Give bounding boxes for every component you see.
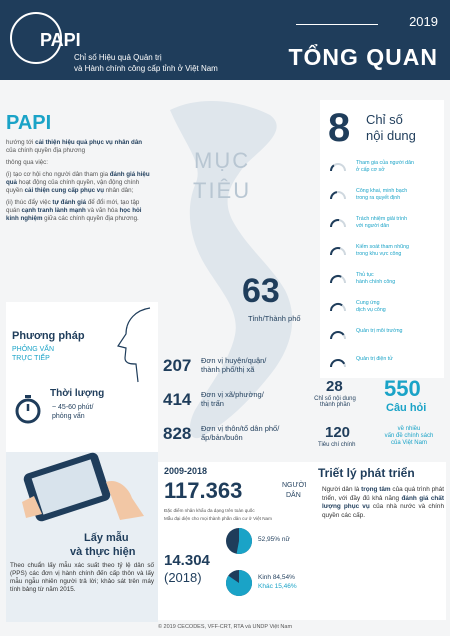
unit-row: [163, 420, 323, 454]
unit-label: Đơn vị xã/phường/: [201, 390, 264, 399]
respondents-desc2: Mẫu đại diện cho mọi thành phần dân cư ở Việt Nam: [164, 516, 272, 521]
index-item: [320, 158, 444, 188]
text: Quản trị môi trường: [356, 328, 403, 334]
sub-indices-label: [312, 396, 358, 408]
text-bold: đánh giá chất lượng phục vụ: [322, 494, 444, 510]
text: Kiểm soát tham nhũng: [356, 244, 409, 250]
questions-value: 550: [384, 376, 421, 401]
text: Người dân là: [322, 486, 362, 493]
text: ở cấp cơ sở: [356, 166, 385, 173]
index-item-label: [356, 244, 442, 257]
header-banner: [0, 0, 450, 80]
muc-tieu-line2: TIÊU: [193, 178, 252, 203]
gauge-icon: [330, 218, 346, 228]
unit-label: thị trấn: [201, 399, 224, 408]
sampling-text: Theo chuẩn lấy mẫu xác suất theo tỷ lệ dân số (PPS) các đơn vị hành chính đến cấp thôn và lấy mẫu ngẫu nhiên người trả lời; khảo sát trên máy tính bảng từ năm 2015.: [10, 562, 154, 593]
text: giữa các chính quyền địa phương.: [42, 215, 139, 222]
text: của quá trình phát triển, với đầy đủ khả năng: [322, 486, 445, 502]
page-title: TỔNG QUAN: [288, 44, 438, 70]
text-bold: cải thiện hiệu quả phục vụ nhân dân: [35, 139, 143, 146]
text: Chỉ số nội dung: [314, 396, 356, 402]
respondents-total-label1: NGƯỜI: [282, 482, 307, 489]
gauge-icon: [330, 302, 346, 312]
header-subtitle-line2: và Hành chính công cấp tỉnh ở Việt Nam: [74, 64, 218, 73]
sampling-title1: Lấy mẫu: [84, 532, 129, 544]
text: Trách nhiệm giải trình: [356, 216, 408, 222]
papi-intro-p4: [6, 199, 152, 223]
text: thành phần: [319, 402, 351, 408]
text: Công khai, minh bạch: [356, 188, 408, 194]
gauge-icon: [330, 358, 346, 368]
method-sub1: PHỎNG VẤN: [12, 346, 55, 353]
unit-label: Đơn vị huyện/quận/: [201, 356, 267, 365]
sub-indices-value: 28: [326, 378, 343, 395]
method-sub2: TRỰC TIẾP: [12, 355, 50, 362]
text: để đổi mới, tạo tập quán: [6, 199, 140, 214]
text: hướng tới: [6, 139, 36, 146]
papi-intro-p3: [6, 171, 152, 195]
text: Cung ứng: [356, 300, 380, 306]
footer-copyright: © 2019 CECODES, VFF-CRT, RTA và UNDP Việt Nam: [157, 624, 293, 630]
unit-label: ấp/bản/buôn: [201, 433, 243, 442]
text: nhân dân;: [104, 187, 134, 194]
tablet-hands-illustration: [20, 452, 150, 522]
index-item: [320, 186, 444, 216]
sampling-title2: và thực hiện: [70, 546, 136, 558]
duration-unit: phỏng vấn: [52, 413, 85, 420]
philosophy-text: [322, 486, 444, 520]
muc-tieu-line1: MỤC: [194, 148, 251, 173]
header-subtitle-line1: Chỉ số Hiệu quả Quản trị: [74, 53, 162, 62]
text-bold: trọng tâm: [361, 486, 391, 493]
text: với người dân: [356, 222, 390, 229]
text: và văn hóa: [85, 207, 120, 214]
respondents-total: 117.363: [164, 478, 243, 503]
respondents-desc1: Đặc điểm nhân khẩu đa dạng trên toàn quốc: [164, 508, 255, 513]
indices-count: 8: [328, 106, 351, 150]
gauge-icon: [330, 162, 346, 172]
papi-intro-p1: [6, 139, 152, 155]
index-item-label: [356, 272, 442, 285]
muc-tieu-label: [193, 146, 251, 206]
text: của Việt Nam: [391, 440, 427, 446]
criteria-label: Tiêu chí chính: [318, 442, 356, 448]
sampling-panel: [6, 452, 158, 622]
text: Thủ tục: [356, 272, 374, 278]
other-ethnic-label: Khác 15,46%: [258, 583, 297, 590]
index-item-label: [356, 300, 442, 313]
text-bold: cạnh tranh lành mạnh: [21, 207, 86, 214]
unit-value: 828: [163, 424, 192, 443]
index-item-label: [356, 216, 442, 229]
respondents-period: 2009-2018: [164, 466, 208, 476]
text: hoạt động của chính quyền, vận động chính quyền: [6, 179, 140, 194]
text: dịch vụ công: [356, 306, 386, 313]
text-bold: tự đánh giá: [52, 199, 87, 206]
unit-label: thành phố/thị xã: [201, 365, 255, 374]
papi-logo-text: PAPI: [40, 30, 81, 50]
method-title: Phương pháp: [12, 330, 85, 342]
ethnicity-pie: [224, 568, 254, 598]
criteria-value: 120: [325, 424, 351, 441]
index-item: [320, 242, 444, 272]
unit-value: 414: [163, 390, 192, 409]
text: Quản trị điện tử: [356, 356, 393, 362]
text-bold: cải thiện cung cấp phục vụ: [24, 187, 104, 194]
index-item-label: [356, 356, 442, 363]
indices-panel: [320, 100, 444, 378]
text: (i) tạo cơ hội cho người dân tham gia: [6, 171, 110, 178]
text: trong ra quyết định: [356, 194, 401, 201]
unit-label: Đơn vị thôn/tổ dân phố/: [201, 424, 280, 433]
respondents-year-value: 14.304: [164, 552, 210, 569]
text: hành chính công: [356, 278, 396, 285]
kinh-label: Kinh 84,54%: [258, 574, 295, 581]
index-item: [320, 298, 444, 328]
papi-intro-title: PAPI: [6, 112, 52, 134]
duration-value: ~ 45-60 phút/: [52, 404, 94, 411]
gauge-icon: [330, 246, 346, 256]
index-item-label: [356, 188, 442, 201]
method-panel: [6, 302, 158, 452]
index-item-label: [356, 328, 442, 335]
text: (ii) thúc đẩy việc: [6, 199, 53, 206]
text: về nhiều: [397, 426, 421, 432]
header-year-divider: [296, 24, 378, 25]
female-share-pie: [224, 526, 254, 556]
policy-label: [372, 426, 446, 447]
text: của nhà nước và chính quyền các cấp.: [322, 503, 444, 519]
philosophy-title: Triết lý phát triển: [318, 466, 415, 480]
text-bold: học hỏi kinh nghiệm: [6, 207, 142, 222]
gauge-icon: [330, 274, 346, 284]
respondents-total-label2: DÂN: [286, 492, 301, 499]
provinces-label: Tỉnh/Thành phố: [248, 314, 301, 323]
gauge-icon: [330, 190, 346, 200]
text: vấn đề chính sách: [384, 433, 434, 439]
duration-title: Thời lượng: [50, 388, 105, 399]
indices-label1: Chỉ số: [366, 112, 403, 127]
index-item: [320, 214, 444, 244]
questions-label: Câu hỏi: [386, 402, 427, 414]
respondents-panel: [158, 462, 322, 620]
provinces-value: 63: [242, 272, 280, 310]
unit-value: 207: [163, 356, 192, 375]
text: của chính quyền địa phương: [6, 147, 86, 154]
gauge-icon: [330, 330, 346, 340]
head-profile-icon: [110, 306, 156, 386]
philosophy-panel: [318, 462, 446, 620]
unit-row: [163, 352, 323, 386]
female-label: 52,95% nữ: [258, 536, 290, 543]
admin-units-list: [163, 352, 323, 454]
text: Tham gia của người dân: [356, 160, 414, 166]
indices-label2: nội dung: [366, 128, 416, 143]
index-item: [320, 270, 444, 300]
index-item: [320, 326, 444, 356]
header-year: 2019: [409, 14, 438, 29]
unit-row: [163, 386, 323, 420]
papi-intro-panel: [6, 112, 152, 292]
respondents-year-label: (2018): [164, 570, 202, 585]
text-bold: đánh giá hiệu quả: [6, 171, 150, 186]
stopwatch-icon: [14, 394, 42, 424]
papi-intro-p2: thông qua việc:: [6, 159, 48, 166]
index-item-label: [356, 160, 442, 173]
text: trong khu vực công: [356, 250, 402, 257]
